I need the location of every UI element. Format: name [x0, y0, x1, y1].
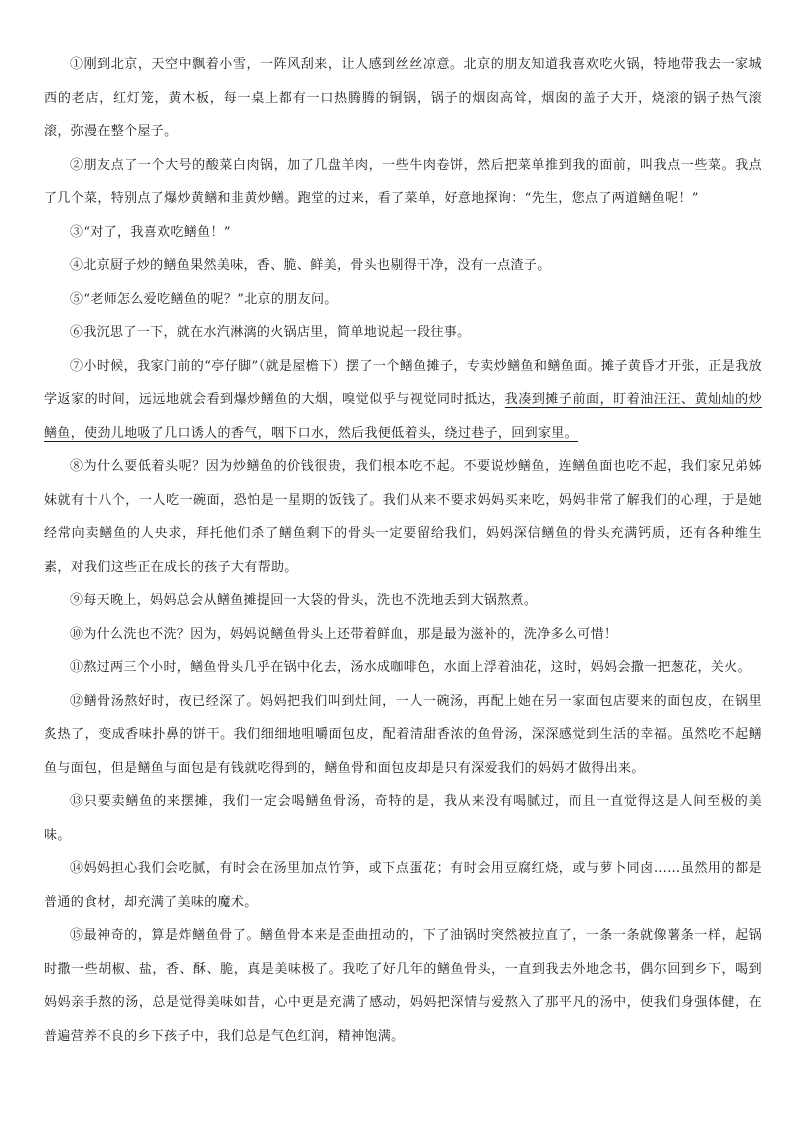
- paragraph-1: ①刚到北京，天空中飘着小雪，一阵风刮来，让人感到丝丝凉意。北京的朋友知道我喜欢吃火锅，特地带我去一家城西的老店，红灯笼，黄木板，每一桌上都有一口热腾腾的铜锅，锅子的烟囱高耸，烟囱的盖子大开，烧滚的锅子热气滚滚，弥漫在整个屋子。: [44, 57, 762, 139]
- paragraph-5: ⑤“老师怎么爱吃鳝鱼的呢？”北京的朋友问。: [70, 291, 338, 307]
- paragraph-2: ②朋友点了一个大号的酸菜白肉锅，加了几盘羊肉，一些牛肉卷饼，然后把菜单推到我的面前，叫我点一些菜。我点了几个菜，特别点了爆炒黄鳝和韭黄炒鳝。跑堂的过来，看了菜单，好意地探询：“先生，您点了两道鳝鱼呢！”: [44, 157, 762, 206]
- paragraph-6: ⑥我沉思了一下，就在水汽淋漓的火锅店里，简单地说起一段往事。: [70, 325, 471, 340]
- paragraph-12: ⑫鳝骨汤熬好时，夜已经深了。妈妈把我们叫到灶间，一人一碗汤，再配上她在另一家面包店要来的面包皮，在锅里炙热了，变成香味扑鼻的饼干。我们细细地咀嚼面包皮，配着清甜香浓的鱼骨汤，深深感觉到生活的幸福。虽然吃不起鳝鱼与面包，但是鳝鱼与面包是有钱就吃得到的，鳝鱼骨和面包皮却是只有深爱我们的妈妈才做得出来。: [44, 693, 762, 776]
- paragraph-4: ④北京厨子炒的鳝鱼果然美味，香、脆、鲜美，骨头也剔得干净，没有一点渣子。: [70, 258, 551, 273]
- paragraph-7-underlined-sentence: 我凑到摊子前面，盯着油汪汪、黄灿灿的炒鳝鱼，使劲儿地吸了几口诱人的香气，咽下口水，然后我便低着头，绕过巷子，回到家里。: [44, 392, 762, 441]
- paragraph-3: ③“对了，我喜欢吃鳝鱼！”: [70, 224, 231, 240]
- paragraph-14: ⑭妈妈担心我们会吃腻，有时会在汤里加点竹笋，或下点蛋花；有时会用豆腐红烧，或与萝卜同卤……虽然用的都是普通的食材，却充满了美味的魔术。: [44, 861, 762, 910]
- paragraph-10: ⑩为什么洗也不洗？因为，妈妈说鳝鱼骨头上还带着鲜血，那是最为滋补的，洗净多么可惜！: [70, 626, 618, 642]
- paragraph-13: ⑬只要卖鳝鱼的来摆摊，我们一定会喝鳝鱼骨汤，奇特的是，我从来没有喝腻过，而且一直觉得这是人间至极的美味。: [44, 794, 762, 843]
- paragraph-7-text: ⑦小时候，我家门前的“亭仔脚”（就是屋檐下）摆了一个鳝鱼摊子，专卖炒鳝鱼和鳝鱼面。摊子黄昏才开张，正是我放学返家的时间，远远地就会看到爆炒鳝鱼的大烟，嗅觉似乎与视觉同时抵达，: [44, 358, 762, 407]
- paragraph-8: ⑧为什么要低着头呢？因为炒鳝鱼的价钱很贵，我们根本吃不起。不要说炒鳝鱼，连鳝鱼面也吃不起，我们家兄弟姊妹就有十八个，一人吃一碗面，恐怕是一星期的饭钱了。我们从来不要求妈妈买来吃，妈妈非常了解我们的心理，于是她经常向卖鳝鱼的人央求，拜托他们杀了鳝鱼剩下的骨头一定要留给我们，妈妈深信鳝鱼的骨头充满钙质，还有各种维生素，对我们这些正在成长的孩子大有帮助。: [44, 459, 762, 575]
- paragraph-9: ⑨每天晚上，妈妈总会从鳝鱼摊提回一大袋的骨头，洗也不洗地丢到大锅熬煮。: [70, 593, 538, 608]
- paragraph-11: ⑪熬过两三个小时，鳝鱼骨头几乎在锅中化去，汤水成咖啡色，水面上浮着油花，这时，妈妈会撒一把葱花，关火。: [70, 660, 751, 675]
- paragraph-15: ⑮最神奇的，算是炸鳝鱼骨了。鳝鱼骨本来是歪曲扭动的，下了油锅时突然被拉直了，一条一条就像薯条一样，起锅时撒一些胡椒、盐，香、酥、脆，真是美味极了。我吃了好几年的鳝鱼骨头，一直到我去外地念书，偶尔回到乡下，喝到妈妈亲手熬的汤，总是觉得美味如昔，心中更是充满了感动，妈妈把深情与爱熬入了那平凡的汤中，使我们身强体健，在普遍营养不良的乡下孩子中，我们总是气色红润，精神饱满。: [44, 928, 762, 1044]
- document-page: [44, 48, 762, 1053]
- paragraph-7: [44, 350, 762, 451]
